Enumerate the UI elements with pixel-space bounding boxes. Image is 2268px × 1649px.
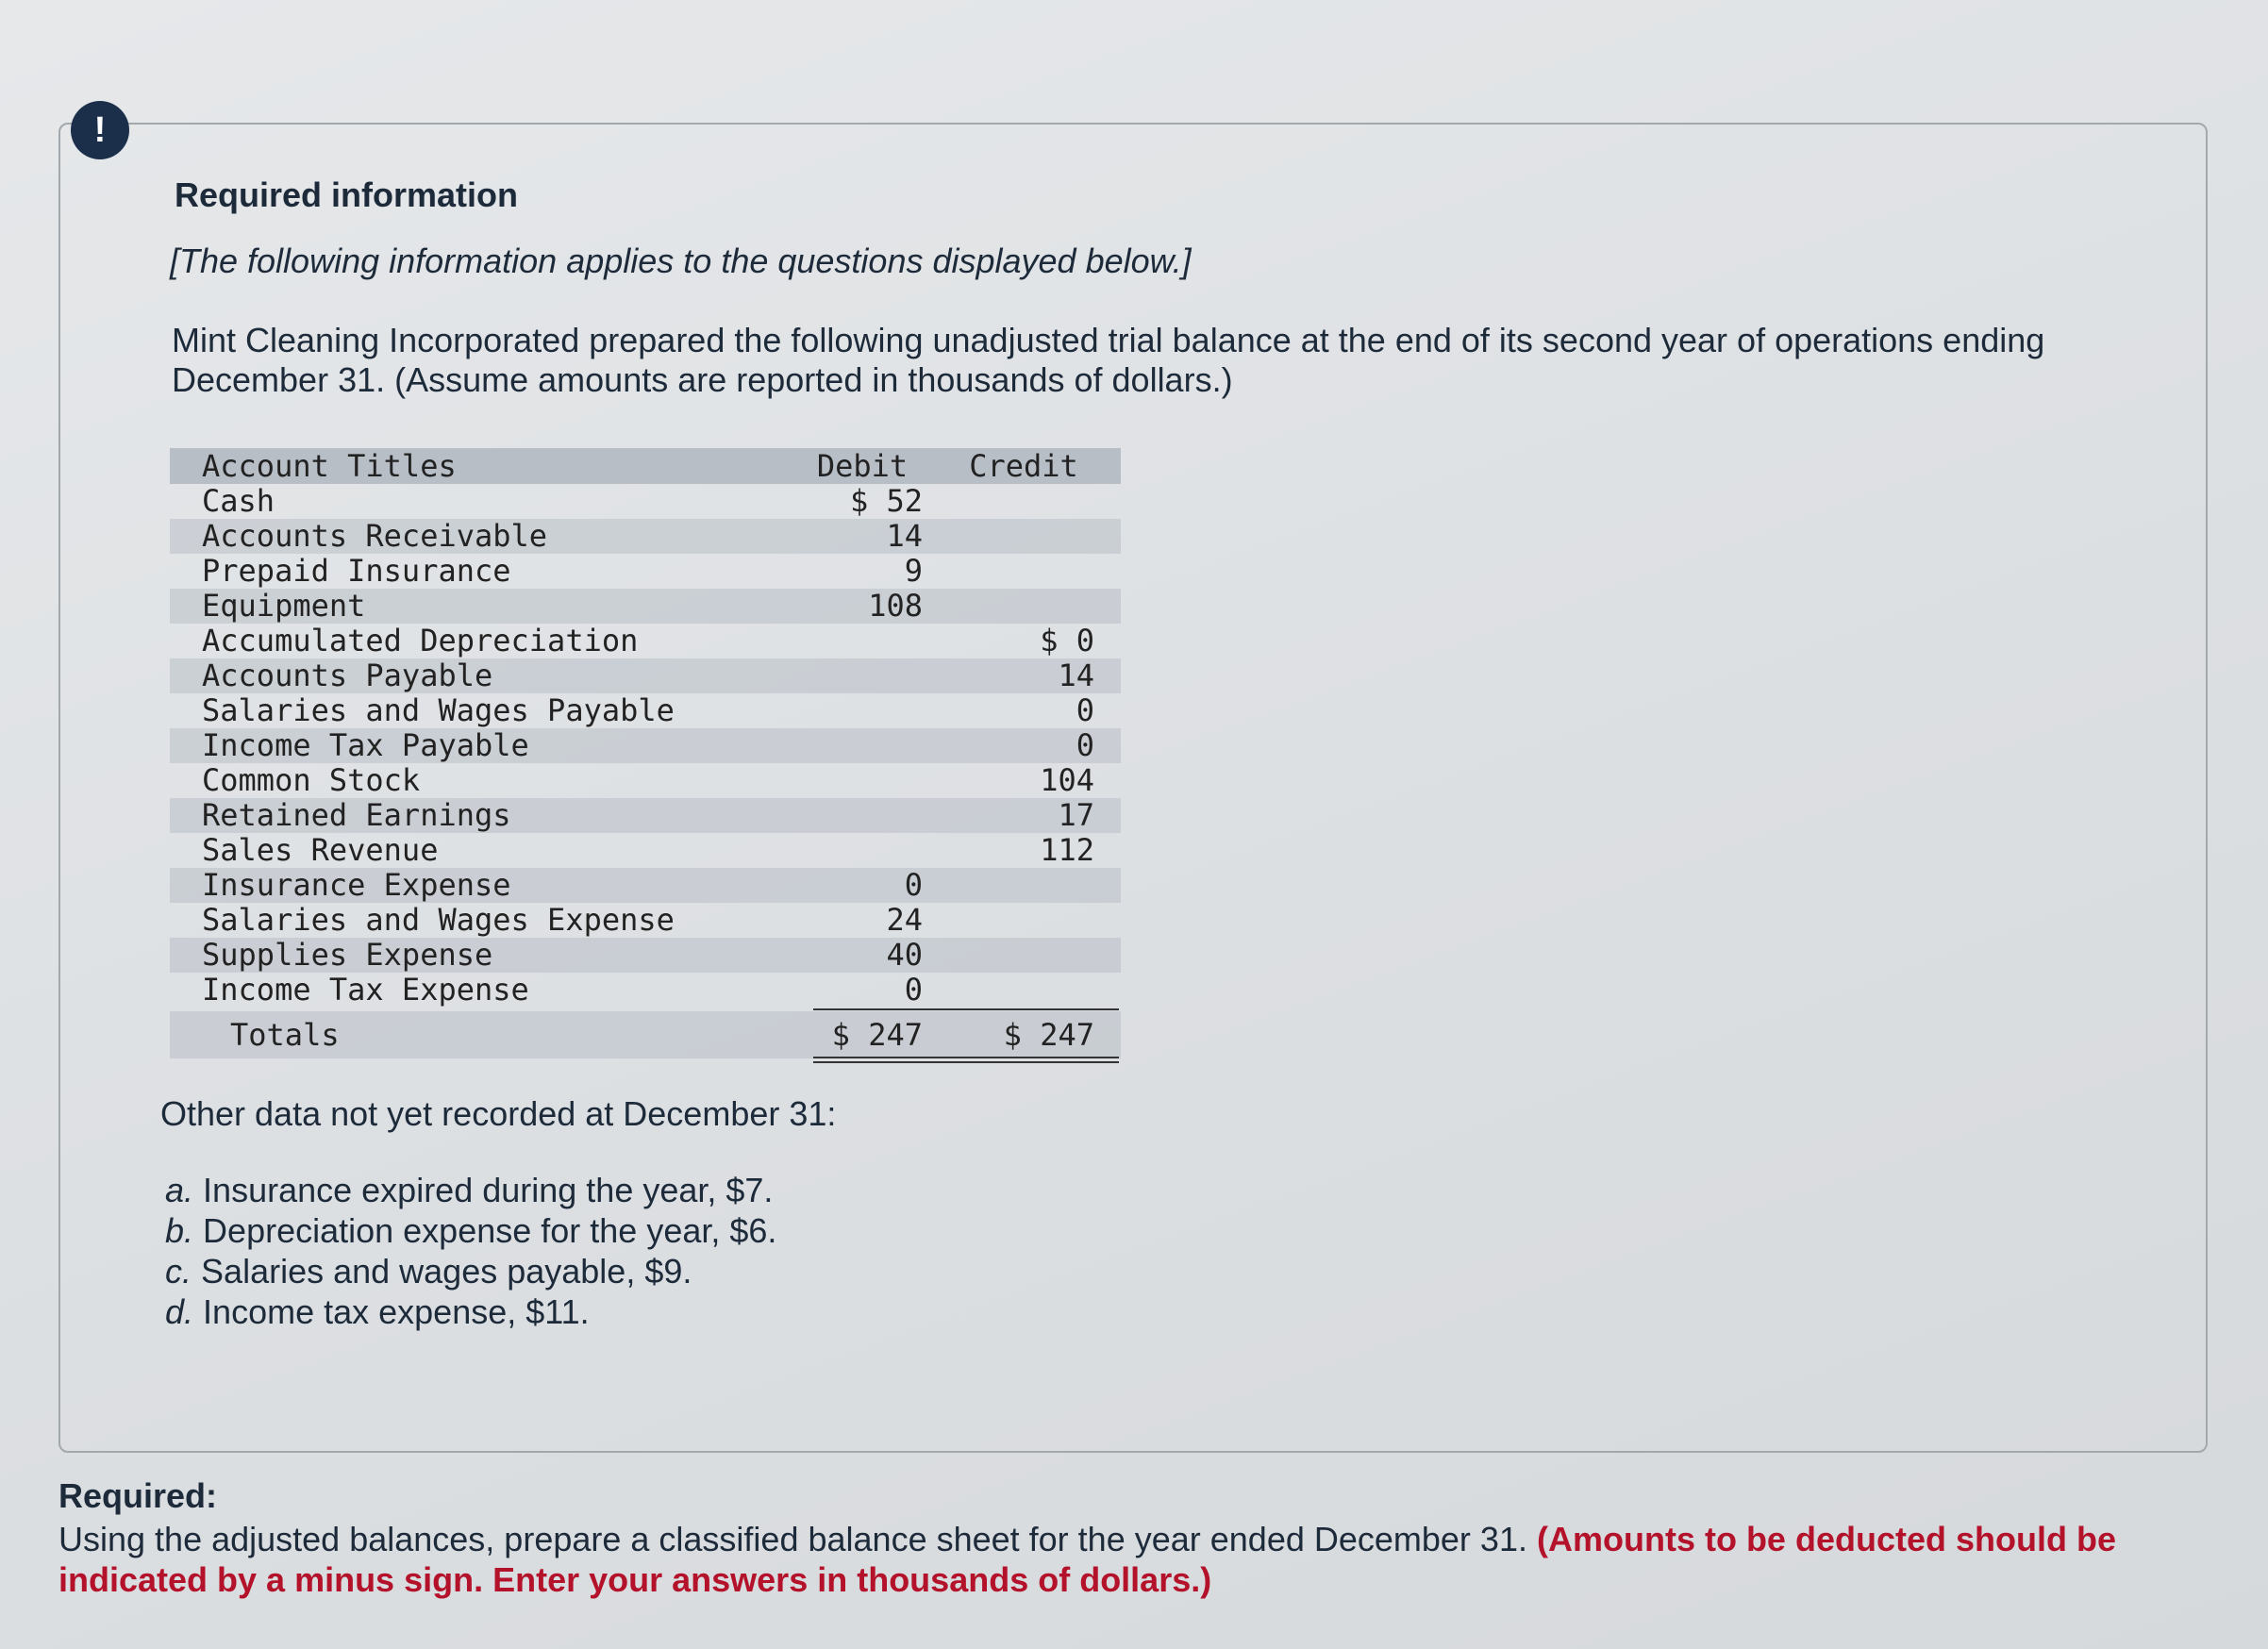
totals-rule-top: [813, 1008, 1119, 1010]
account-title: Salaries and Wages Payable: [202, 692, 675, 728]
item-text: Salaries and wages payable, $9.: [201, 1252, 692, 1291]
alert-icon: !: [71, 101, 129, 159]
debit-value: 9: [904, 553, 923, 589]
credit-value: 0: [1076, 727, 1094, 763]
header-credit: Credit: [969, 448, 1078, 484]
required-instructions: [58, 1519, 2210, 1600]
totals-double-rule-second: [813, 1061, 1119, 1063]
item-letter: d.: [165, 1292, 194, 1331]
debit-value: 24: [886, 902, 923, 938]
debit-value: 0: [904, 867, 923, 903]
header-account-titles: Account Titles: [202, 448, 457, 484]
account-title: Common Stock: [202, 762, 421, 798]
trial-balance-table: [170, 448, 1121, 1058]
credit-value: 14: [1058, 658, 1094, 693]
required-text: Using the adjusted balances, prepare a classified balance sheet for the year ended December 31.: [58, 1520, 1527, 1558]
account-title: Income Tax Payable: [202, 727, 529, 763]
list-item: [165, 1170, 776, 1210]
credit-value: 104: [1040, 762, 1094, 798]
table-row: [170, 658, 1121, 693]
table-header-row: [170, 448, 1121, 484]
item-letter: b.: [165, 1211, 194, 1250]
debit-value: 108: [868, 588, 923, 624]
account-title: Accounts Payable: [202, 658, 493, 693]
list-item: [165, 1291, 776, 1332]
problem-intro: Mint Cleaning Incorporated prepared the following unadjusted trial balance at the end of its second year of operations ending December 31. (Assume amounts are reported in thousands of dollars.): [172, 321, 2045, 399]
applies-note: [The following information applies to the questions displayed below.]: [170, 242, 1192, 280]
debit-value: 0: [904, 972, 923, 1008]
totals-label: Totals: [230, 1017, 340, 1053]
debit-value: 14: [886, 518, 923, 554]
item-text: Income tax expense, $11.: [203, 1292, 590, 1331]
totals-row: [170, 1011, 1121, 1058]
debit-value: $ 52: [849, 483, 923, 519]
account-title: Supplies Expense: [202, 937, 493, 973]
account-title: Prepaid Insurance: [202, 553, 511, 589]
account-title: Cash: [202, 483, 275, 519]
account-title: Sales Revenue: [202, 832, 439, 868]
table-row: [170, 833, 1121, 868]
account-title: Accumulated Depreciation: [202, 623, 639, 658]
item-letter: c.: [165, 1252, 192, 1291]
table-row: [170, 693, 1121, 728]
required-label: Required:: [58, 1476, 218, 1515]
credit-total: $ 247: [1003, 1017, 1094, 1053]
other-data-heading: Other data not yet recorded at December 31:: [160, 1094, 837, 1133]
list-item: [165, 1251, 776, 1291]
account-title: Insurance Expense: [202, 867, 511, 903]
required-information-heading: Required information: [175, 175, 519, 214]
table-row: [170, 868, 1121, 903]
required-emphasis: (Amounts to be deducted should be indicated by a minus sign. Enter your answers in thousands of dollars.): [58, 1520, 2116, 1599]
table-row: [170, 728, 1121, 763]
item-letter: a.: [165, 1171, 194, 1209]
table-row: [170, 798, 1121, 833]
credit-value: 112: [1040, 832, 1094, 868]
item-text: Insurance expired during the year, $7.: [203, 1171, 774, 1209]
table-row: [170, 973, 1121, 1008]
account-title: Salaries and Wages Expense: [202, 902, 675, 938]
table-row: [170, 554, 1121, 589]
credit-value: 17: [1058, 797, 1094, 833]
debit-value: 40: [886, 937, 923, 973]
table-row: [170, 624, 1121, 658]
table-row: [170, 484, 1121, 519]
debit-total: $ 247: [831, 1017, 923, 1053]
list-item: [165, 1210, 776, 1251]
header-debit: Debit: [816, 448, 909, 484]
account-title: Retained Earnings: [202, 797, 511, 833]
table-row: [170, 763, 1121, 798]
other-data-list: [165, 1170, 776, 1332]
credit-value: $ 0: [1040, 623, 1094, 658]
totals-double-rule: [813, 1057, 1119, 1058]
table-row: [170, 519, 1121, 554]
account-title: Equipment: [202, 588, 366, 624]
table-row: [170, 938, 1121, 973]
account-title: Accounts Receivable: [202, 518, 548, 554]
credit-value: 0: [1076, 692, 1094, 728]
table-row: [170, 589, 1121, 624]
item-text: Depreciation expense for the year, $6.: [203, 1211, 777, 1250]
table-row: [170, 903, 1121, 938]
account-title: Income Tax Expense: [202, 972, 529, 1008]
